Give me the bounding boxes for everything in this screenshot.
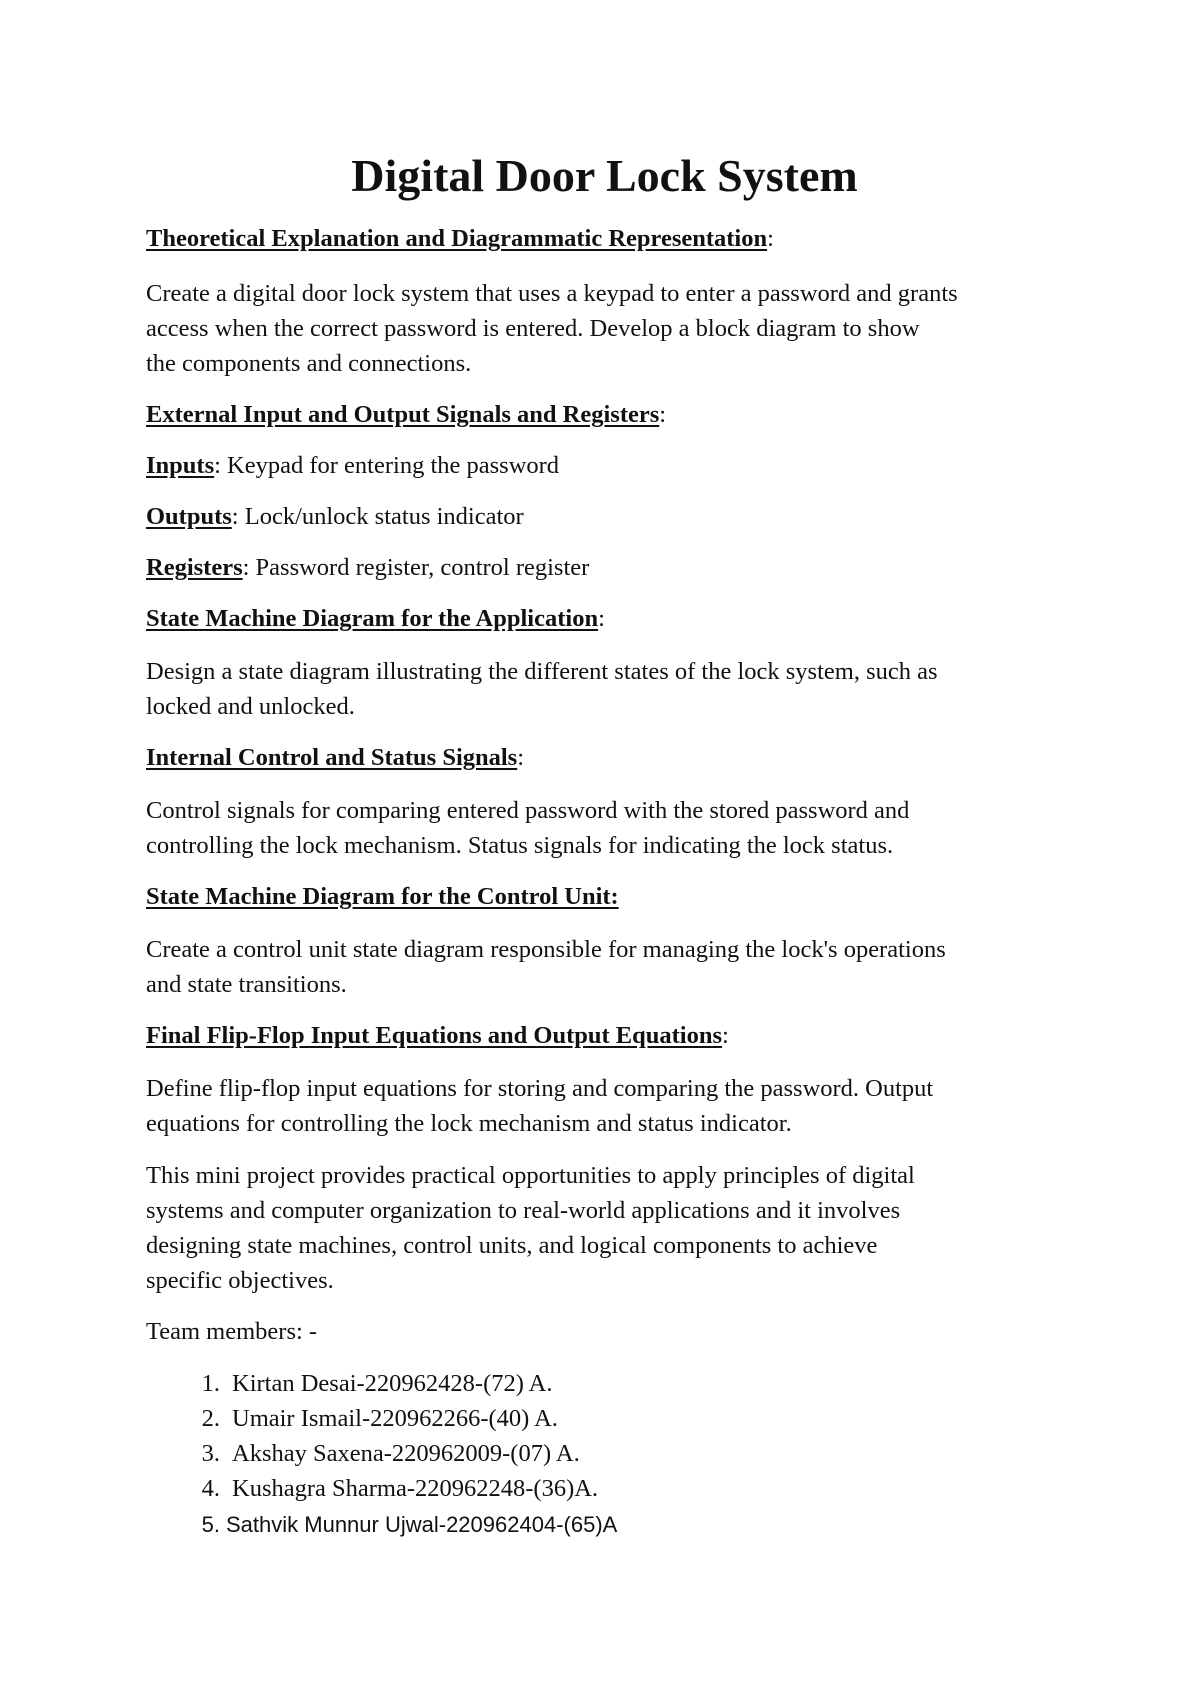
- heading-io-text: External Input and Output Signals and Registers: [146, 401, 660, 428]
- document-title: Digital Door Lock System: [351, 150, 858, 201]
- heading-colon: :: [721, 1022, 729, 1049]
- heading-theory: [146, 221, 774, 256]
- summary-line-1: This mini project provides practical opportunities to apply principles of digital: [146, 1162, 915, 1189]
- team-member-item: [174, 1471, 598, 1506]
- summary-line-4: specific objectives.: [146, 1267, 334, 1294]
- heading-colon: :: [517, 744, 525, 771]
- registers-text: : Password register, control register: [242, 554, 590, 581]
- registers-line: [146, 550, 1063, 585]
- member-text: Kirtan Desai-220962428-(72) A.: [232, 1370, 553, 1397]
- list-number: 2.: [201, 1405, 220, 1432]
- member-text: Akshay Saxena-220962009-(07) A.: [232, 1440, 580, 1467]
- inputs-line: [146, 448, 1063, 483]
- app-sm-line-2: locked and unlocked.: [146, 693, 355, 720]
- internal-line-1: Control signals for comparing entered password with the stored password and: [146, 797, 910, 824]
- heading-internal-text: Internal Control and Status Signals: [146, 744, 518, 771]
- registers-label: Registers: [146, 554, 243, 581]
- member-text: Umair Ismail-220962266-(40) A.: [232, 1405, 558, 1432]
- app-sm-line-1: Design a state diagram illustrating the different states of the lock system, such as: [146, 658, 938, 685]
- heading-io: [146, 397, 666, 432]
- heading-flipflop-text: Final Flip-Flop Input Equations and Output Equations: [146, 1022, 722, 1049]
- heading-app-sm-text: State Machine Diagram for the Application: [146, 605, 599, 632]
- outputs-label: Outputs: [146, 503, 232, 530]
- list-number: 5.: [201, 1512, 220, 1537]
- heading-cu-sm: [146, 879, 619, 914]
- heading-theory-text: Theoretical Explanation and Diagrammatic Representation: [146, 225, 768, 252]
- list-number: 1.: [201, 1370, 220, 1397]
- outputs-text: : Lock/unlock status indicator: [231, 503, 524, 530]
- team-member-item: [184, 1507, 617, 1542]
- heading-internal: [146, 740, 524, 775]
- heading-colon: :: [767, 225, 774, 252]
- heading-colon: :: [659, 401, 667, 428]
- theory-line-1: Create a digital door lock system that uses a keypad to enter a password and grants: [146, 280, 958, 307]
- cu-sm-line-1: Create a control unit state diagram responsible for managing the lock's operations: [146, 936, 946, 963]
- internal-line-2: controlling the lock mechanism. Status signals for indicating the lock status.: [146, 832, 894, 859]
- heading-colon: :: [598, 605, 605, 632]
- heading-cu-sm-text: State Machine Diagram for the Control Unit:: [146, 883, 619, 910]
- inputs-label: Inputs: [146, 452, 215, 479]
- inputs-text: : Keypad for entering the password: [214, 452, 560, 479]
- flipflop-line-1: Define flip-flop input equations for storing and comparing the password. Output: [146, 1075, 934, 1102]
- team-member-item: [174, 1401, 558, 1436]
- heading-app-sm: [146, 601, 605, 636]
- member-text: Sathvik Munnur Ujwal-220962404-(65)A: [226, 1512, 618, 1537]
- summary-line-2: systems and computer organization to real-world applications and it involves: [146, 1197, 901, 1224]
- list-number: 4.: [201, 1475, 220, 1502]
- theory-line-3: the components and connections.: [146, 350, 472, 377]
- team-member-item: [174, 1366, 552, 1401]
- list-number: 3.: [201, 1440, 220, 1467]
- team-member-item: [174, 1436, 580, 1471]
- summary-line-3: designing state machines, control units, and logical components to achieve: [146, 1232, 878, 1259]
- theory-line-2: access when the correct password is entered. Develop a block diagram to show: [146, 315, 920, 342]
- member-text: Kushagra Sharma-220962248-(36)A.: [232, 1475, 599, 1502]
- heading-flipflop: [146, 1018, 729, 1053]
- outputs-line: [146, 499, 1063, 534]
- team-members-label: Team members: -: [146, 1318, 318, 1345]
- cu-sm-line-2: and state transitions.: [146, 971, 347, 998]
- flipflop-line-2: equations for controlling the lock mechanism and status indicator.: [146, 1110, 792, 1137]
